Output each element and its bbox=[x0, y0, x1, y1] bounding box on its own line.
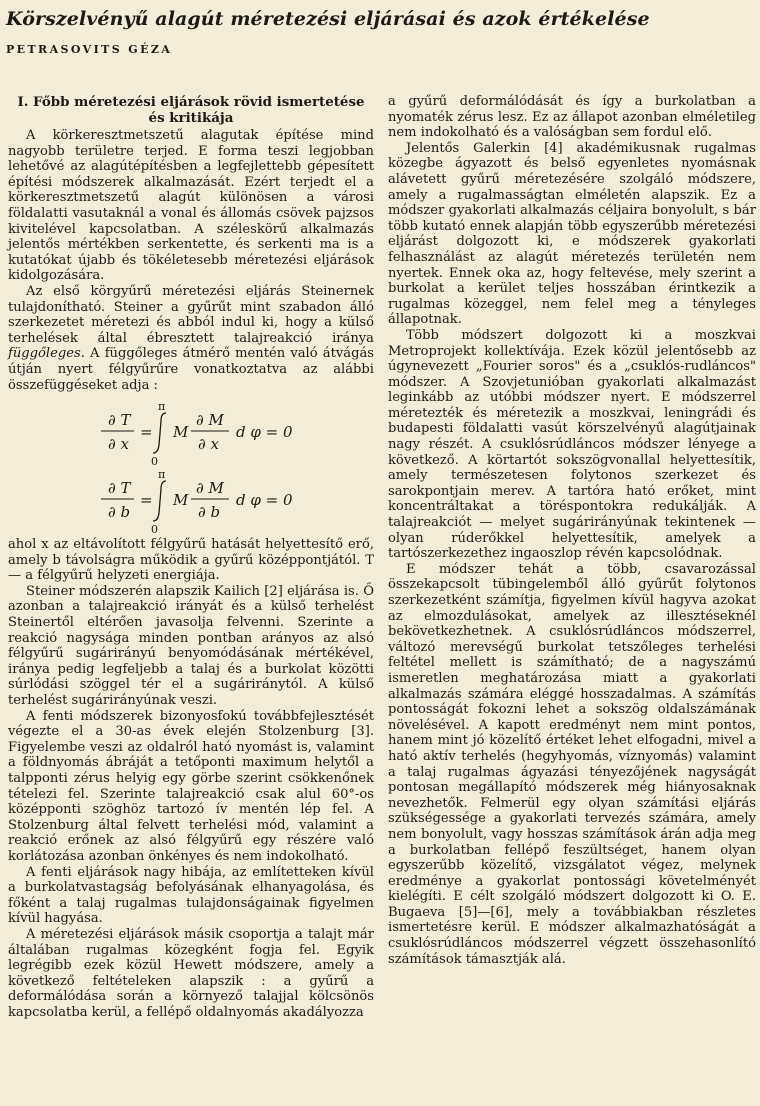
eq2-lower-limit: 0 bbox=[151, 523, 158, 537]
paragraph: A fenti eljárások nagy hibája, az említetteken kívül a burkolatvastagság befolyásának elhanyagolása, és főként a talaj rugalmas tulajdonságainak figyelmen kívül hagyása. bbox=[8, 864, 374, 927]
article-title: Körszelvényű alagút méretezési eljárásai és azok értékelése bbox=[6, 8, 650, 30]
equation-1-graphic bbox=[8, 400, 374, 469]
article-author: PETRASOVITS GÉZA bbox=[6, 43, 173, 56]
eq2-num-right: ∂ M bbox=[196, 479, 224, 498]
paragraph: ahol x az eltávolított félgyűrű hatását helyettesítő erő, amely b távolságra működik a gyűrű középpontjától. T — a félgyűrű helyzeti energiája. bbox=[8, 537, 374, 584]
equation-2 bbox=[8, 468, 374, 537]
eq2-den-left: ∂ b bbox=[108, 503, 131, 522]
svg-text:=: = bbox=[140, 423, 153, 442]
text-run: . A függőleges átmérő mentén való átvágás útján nyert félgyűrűre vonatkoztatva az alábbi összefüggéseket adja : bbox=[8, 346, 374, 393]
eq1-num-left: ∂ T bbox=[108, 411, 131, 430]
eq2-m: M bbox=[173, 491, 189, 510]
section-heading bbox=[8, 94, 374, 126]
eq1-tail: d φ = 0 bbox=[236, 423, 293, 442]
paragraph: Jelentős Galerkin [4] akadémikusnak rugalmas közegbe ágyazott és belső egyenletes nyomásnak alávetett gyűrű méretezésére szolgáló módszere, amely a rugalmasságtan elméletén alapszik. Ez a módszer gyakorlati alkalmazás céljaira bonyolult, s bár több kutató ennek alapján több egyszerűbb méretezési eljárást dolgozott ki, e módszerek gyakorlati felhasználást az alagút méretezés területén nem nyertek. Ennek oka az, hogy feltevése, mely szerint a burkolat a kerület teljes hosszában érintkezik a rugalmas közeggel, nem felel meg a tényleges állapotnak. bbox=[388, 140, 756, 328]
eq2-den-right: ∂ b bbox=[198, 503, 221, 522]
integral-sign bbox=[153, 413, 166, 453]
paragraph: Steiner módszerén alapszik Kailich [2] eljárása is. Ő azonban a talajreakció irányát és a külső terhelést Steinertől eltérően javasolja felvenni. Szerinte a reakció nagysága minden pontban arányos az alsó félgyűrű sugárirányú benyomódásának mértékével, iránya pedig legfeljebb a talaj és a burkolat közötti súrlódási szöggel tér el a sugáriránytól. A külső terhelést sugárirányúnak veszi. bbox=[8, 583, 374, 709]
eq1-lower-limit: 0 bbox=[151, 455, 158, 469]
eq2-num-left: ∂ T bbox=[108, 479, 131, 498]
eq2-tail: d φ = 0 bbox=[236, 491, 293, 510]
equation-2-graphic bbox=[8, 468, 374, 537]
paragraph: E módszer tehát a több, csavarozással összekapcsolt tübingelemből álló gyűrűt folytonos szerkezetként számítja, figyelmen kívül hagyva azokat az elmozdulásokat, amelyek az illesztéseknél bekövetkezhetnek. A csuklósrúdláncos módszerrel, változó merevségű burkolat tetszőleges terhelési feltétel mellett is számítható; de a nagyszámú ismeretlen meghatározása miatt a gyakorlati alkalmazás számára eléggé hosszadalmas. A számítás pontosságát fokozni lehet a sokszög oldalszámának növelésével. A kapott eredményt nem mint pontos, hanem mint jó közelítő értéket lehet elfogadni, mivel a ható aktív terhelés (hegyhyomás, víznyomás) valamint a talaj rugalmas ágyazási tényezőjének nagyságát pontosan megállapító módszerek még hiányosaknak nevezhetők. Felmerül egy olyan számítási eljárás szükségessége a gyakorlati tervezés számára, amely nem bonyolult, vagy hosszas számítások árán adja meg a burkolatban fellépő feszültséget, hanem olyan egyszerűbb közelítő, vizsgálatot végez, melynek eredménye a gyakorlat pontossági követelményét kielégíti. E célt szolgáló módszert dolgozott ki O. E. Bugaeva [5]—[6], mely a továbbiakban részletes ismertetésre kerül. E módszer alkalmazhatóságát a csuklósrúdláncos módszerrel végzett összehasonlító számítások támasztják alá. bbox=[388, 561, 756, 967]
paragraph: A fenti módszerek bizonyosfokú továbbfejlesztését végezte el a 30-as évek elején Stolzenburg [3]. Figyelembe veszi az oldalról ható nyomást is, valamint a földnyomás ábráját a tetőponti maximum helytől a talpponti zérus helyig egy görbe szerint csökkenőnek tételezi fel. Szerinte talajreakció csak alul 60°-os középponti szöghöz tartozó ív mentén lép fel. A Stolzenburg által felvett terhelési mód, valamint a reakció erőnek az alsó félgyűrű egy részére való korlátozása azonban önkényes és nem indokolható. bbox=[8, 708, 374, 864]
integral-sign bbox=[153, 481, 166, 521]
paragraph: A méretezési eljárások másik csoportja a talajt már általában rugalmas közegként fogja fel. Egyik legrégibb ezek közül Hewett módszere, amely a következő feltételeken alapszik : a gyűrű a deformálódása során a környező talajjal kölcsönös kapcsolatba kerül, a fellépő oldalnyomás akadályozza bbox=[8, 926, 374, 1020]
paragraph: Több módszert dolgozott ki a moszkvai Metroprojekt kollektívája. Ezek közül jelentősebb az úgynevezett „Fourier soros" és a „csuklós-rudláncos" módszer. A Szovjetunióban gyakorlati alkalmazást leginkább az utóbbi módszer nyert. E módszerrel méretezték és méretezik a moszkvai, leningrádi és budapesti földalatti vasút körszelvényű alagútjainak nagy részét. A csuklósrúdláncos módszer lényege a következő. A körtartót sokszögvonallal helyettesítik, amely természetesen folytonos szerkezet és sarokpontjain merev. A tartóra ható erőket, mint koncentráltakat a töréspontokra redukálják. A talajreakciót — melyet sugárirányúnak tekintenek — olyan rúderőkkel helyettesítik, amelyek a tartószerkezethez ingaoszlop révén kapcsolódnak. bbox=[388, 327, 756, 562]
eq1-m: M bbox=[173, 423, 189, 442]
eq1-upper-limit: π bbox=[158, 400, 166, 414]
equation-1 bbox=[8, 400, 374, 469]
paragraph: a gyűrű deformálódását és így a burkolatban a nyomaték zérus lesz. Ez az állapot azonban elméletileg nem indokolható és a valóságban sem fordul elő. bbox=[388, 94, 756, 141]
eq1-den-right: ∂ x bbox=[198, 435, 219, 454]
eq1-den-left: ∂ x bbox=[108, 435, 129, 454]
eq2-upper-limit: π bbox=[158, 468, 166, 482]
paragraph: A körkeresztmetszetű alagutak építése mind nagyobb területre terjed. E forma teszi legjobban lehetővé az alagútépítésben a legfejlettebb gépesített építési módszerek alkalmazását. Ezért terjedt el a körkeresztmetszetű alagút különösen a városi földalatti vasutaknál a vonal és állomás csövek pajzsos kivitelével kapcsolatban. A széleskörű alkalmazás jelentős mértékben serkentette, és serkenti ma is a kutatókat újabb és tökéletesebb méretezési eljárások kidolgozására. bbox=[8, 128, 374, 284]
left-column bbox=[8, 94, 374, 1104]
paragraph bbox=[8, 284, 374, 393]
svg-text:=: = bbox=[140, 491, 153, 510]
eq1-num-right: ∂ M bbox=[196, 411, 224, 430]
text-run: Az első körgyűrű méretezési eljárás Steinernek tulajdonítható. Steiner a gyűrűt mint szabadon álló szerkezetet méretezi és abból indul ki, hogy a külső terhelések által ébresztett talajreakció iránya bbox=[8, 283, 374, 346]
right-column bbox=[388, 94, 756, 1104]
section-heading-line2: és kritikája bbox=[148, 110, 234, 126]
section-heading-line1: I. Főbb méretezési eljárások rövid ismertetése bbox=[17, 94, 365, 110]
emphasis: függőleges bbox=[8, 346, 81, 362]
